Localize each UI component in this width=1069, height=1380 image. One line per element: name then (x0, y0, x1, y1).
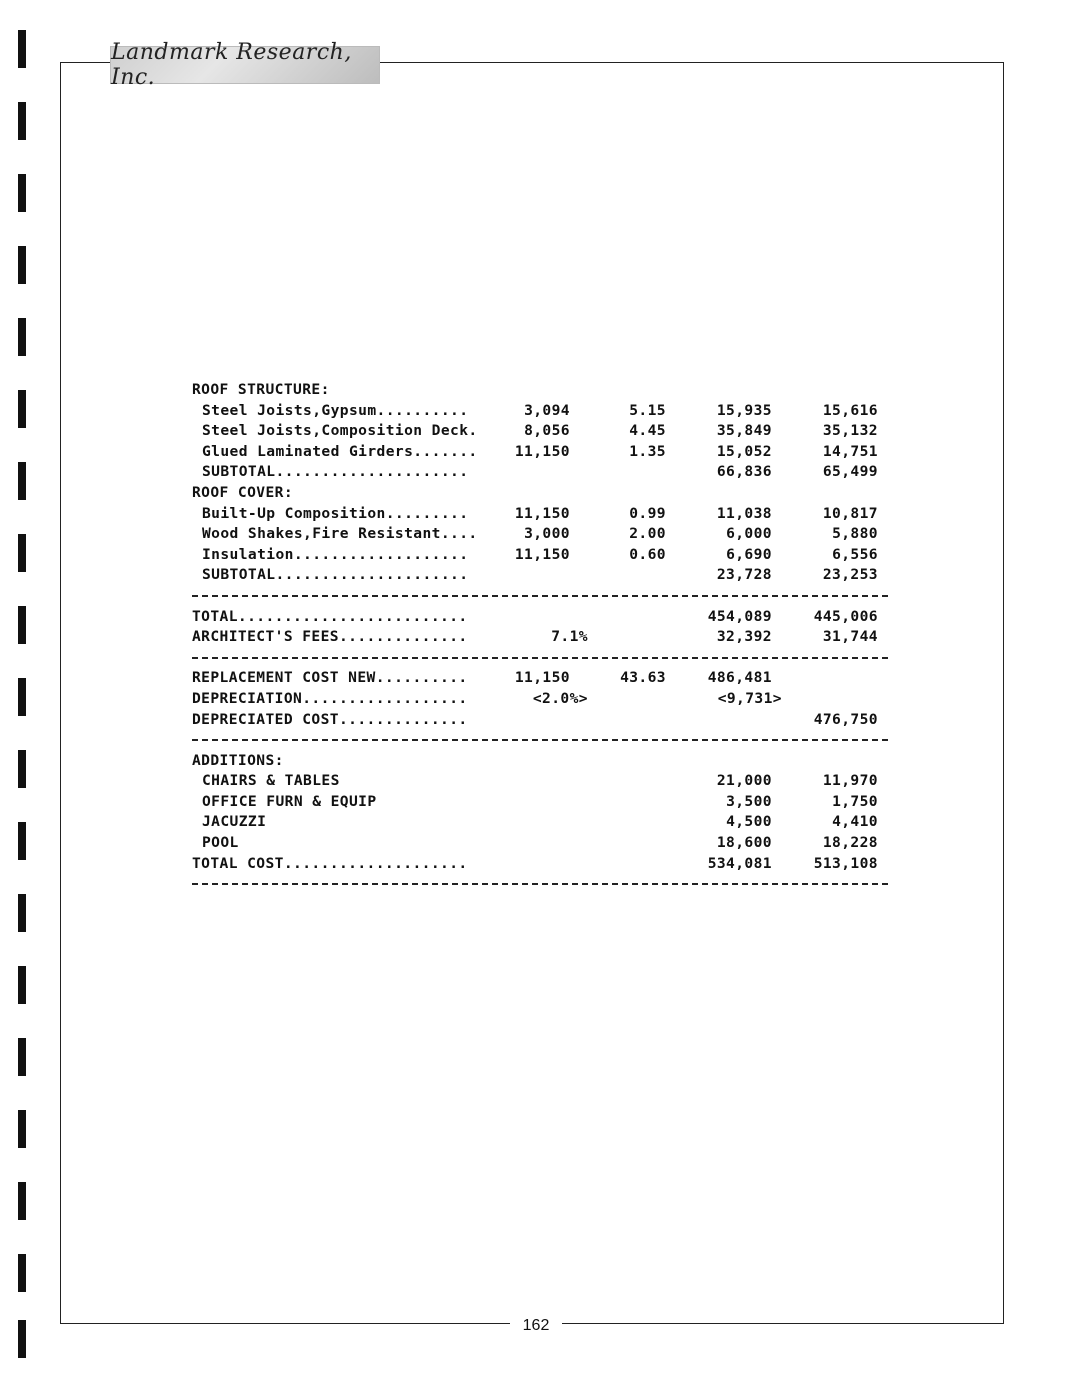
cost-new-cell: 21,000 (716, 772, 772, 790)
row-label: Steel Joists,Gypsum.......... (202, 401, 469, 419)
table-row (192, 504, 892, 525)
company-logo (110, 40, 380, 90)
cost-new-cell: 23,728 (716, 566, 772, 584)
dashed-divider (192, 648, 892, 669)
unit-cost-cell: 4.45 (629, 422, 666, 440)
row-label: SUBTOTAL..................... (202, 566, 469, 584)
section-row (192, 607, 892, 628)
dashed-divider (192, 730, 892, 751)
row-label: POOL (202, 834, 239, 852)
binder-hole (18, 1182, 26, 1220)
cost-new-cell: 66,836 (716, 463, 772, 481)
unit-cost-cell: 0.60 (629, 545, 666, 563)
quantity-cell: 8,056 (524, 422, 570, 440)
table-row (192, 833, 892, 854)
quantity-cell: <2.0%> (532, 689, 588, 707)
table-row (192, 401, 892, 422)
cost-new-cell: 15,052 (716, 442, 772, 460)
binder-hole (18, 1038, 26, 1076)
row-label: DEPRECIATION.................. (192, 689, 468, 707)
depreciated-cost-cell: 4,410 (832, 813, 878, 831)
depreciated-cost-cell: 5,880 (832, 525, 878, 543)
binder-hole (18, 894, 26, 932)
section-row (192, 751, 892, 772)
cost-new-cell: 3,500 (726, 792, 772, 810)
binder-hole (18, 606, 26, 644)
dashed-divider (192, 874, 892, 895)
row-label: Steel Joists,Composition Deck. (202, 422, 478, 440)
cost-new-cell: 11,038 (716, 504, 772, 522)
table-row (192, 442, 892, 463)
unit-cost-cell: 5.15 (629, 401, 666, 419)
binder-hole (18, 966, 26, 1004)
binder-hole (18, 1254, 26, 1292)
depreciated-cost-cell: 1,750 (832, 792, 878, 810)
table-row (192, 792, 892, 813)
section-row (192, 380, 892, 401)
cost-new-cell: 454,089 (707, 607, 772, 625)
binder-hole (18, 174, 26, 212)
section-row (192, 483, 892, 504)
binder-hole (18, 534, 26, 572)
row-label: Glued Laminated Girders....... (202, 442, 478, 460)
row-label: JACUZZI (202, 813, 267, 831)
binder-holes (18, 30, 28, 1360)
quantity-cell: 3,000 (524, 525, 570, 543)
binder-hole (18, 318, 26, 356)
depreciated-cost-cell: 14,751 (822, 442, 878, 460)
cost-new-cell: 18,600 (716, 834, 772, 852)
table-row (192, 565, 892, 586)
section-row (192, 627, 892, 648)
logo-text: Landmark Research, Inc. (111, 40, 352, 90)
row-label: DEPRECIATED COST.............. (192, 710, 468, 728)
row-label: TOTAL COST.................... (192, 854, 468, 872)
depreciated-cost-cell: 18,228 (822, 834, 878, 852)
row-label: ADDITIONS: (192, 751, 284, 769)
cost-new-cell: 35,849 (716, 422, 772, 440)
row-label: REPLACEMENT COST NEW.......... (192, 669, 468, 687)
row-label: Built-Up Composition......... (202, 504, 469, 522)
binder-hole (18, 30, 26, 68)
unit-cost-cell: 2.00 (629, 525, 666, 543)
cost-new-cell: 6,690 (726, 545, 772, 563)
section-row (192, 668, 892, 689)
depreciated-cost-cell: 23,253 (822, 566, 878, 584)
table-row (192, 545, 892, 566)
row-label: CHAIRS & TABLES (202, 772, 340, 790)
table-row (192, 812, 892, 833)
binder-hole (18, 678, 26, 716)
quantity-cell: 11,150 (514, 504, 570, 522)
row-label: TOTAL......................... (192, 607, 468, 625)
cost-new-cell: 6,000 (726, 525, 772, 543)
section-row (192, 854, 892, 875)
cost-new-cell: 534,081 (707, 854, 772, 872)
depreciated-cost-cell: 31,744 (822, 628, 878, 646)
quantity-cell: 3,094 (524, 401, 570, 419)
quantity-cell: 11,150 (514, 669, 570, 687)
unit-cost-cell: 0.99 (629, 504, 666, 522)
unit-cost-cell: 1.35 (629, 442, 666, 460)
quantity-cell: 11,150 (514, 545, 570, 563)
table-row (192, 524, 892, 545)
cost-table (192, 380, 892, 895)
binder-hole (18, 1320, 26, 1358)
binder-hole (18, 1110, 26, 1148)
depreciated-cost-cell: 476,750 (813, 710, 878, 728)
binder-hole (18, 390, 26, 428)
dashed-divider (192, 586, 892, 607)
row-label: SUBTOTAL..................... (202, 463, 469, 481)
table-row (192, 771, 892, 792)
depreciated-cost-cell: 6,556 (832, 545, 878, 563)
row-label: Insulation................... (202, 545, 469, 563)
binder-hole (18, 750, 26, 788)
table-row (192, 421, 892, 442)
table-row (192, 462, 892, 483)
depreciated-cost-cell: 15,616 (822, 401, 878, 419)
row-label: ROOF STRUCTURE: (192, 381, 330, 398)
depreciated-cost-cell: 35,132 (822, 422, 878, 440)
row-label: ROOF COVER: (192, 483, 294, 501)
page-number: 162 (510, 1314, 562, 1338)
cost-new-cell: 486,481 (707, 669, 772, 687)
depreciated-cost-cell: 10,817 (822, 504, 878, 522)
binder-hole (18, 102, 26, 140)
depreciated-cost-cell: 65,499 (822, 463, 878, 481)
row-label: Wood Shakes,Fire Resistant.... (202, 525, 478, 543)
binder-hole (18, 246, 26, 284)
section-row (192, 710, 892, 731)
cost-new-cell: 4,500 (726, 813, 772, 831)
row-label: ARCHITECT'S FEES.............. (192, 628, 468, 646)
quantity-cell: 11,150 (514, 442, 570, 460)
depreciated-cost-cell: 445,006 (813, 607, 878, 625)
cost-new-cell: 32,392 (716, 628, 772, 646)
depreciated-cost-cell: 513,108 (813, 854, 878, 872)
binder-hole (18, 462, 26, 500)
section-row (192, 689, 892, 710)
quantity-cell: 7.1% (551, 628, 588, 646)
cost-new-cell: 15,935 (716, 401, 772, 419)
cost-new-cell: <9,731> (717, 689, 782, 707)
unit-cost-cell: 43.63 (620, 669, 666, 687)
depreciated-cost-cell: 11,970 (822, 772, 878, 790)
row-label: OFFICE FURN & EQUIP (202, 792, 377, 810)
binder-hole (18, 822, 26, 860)
